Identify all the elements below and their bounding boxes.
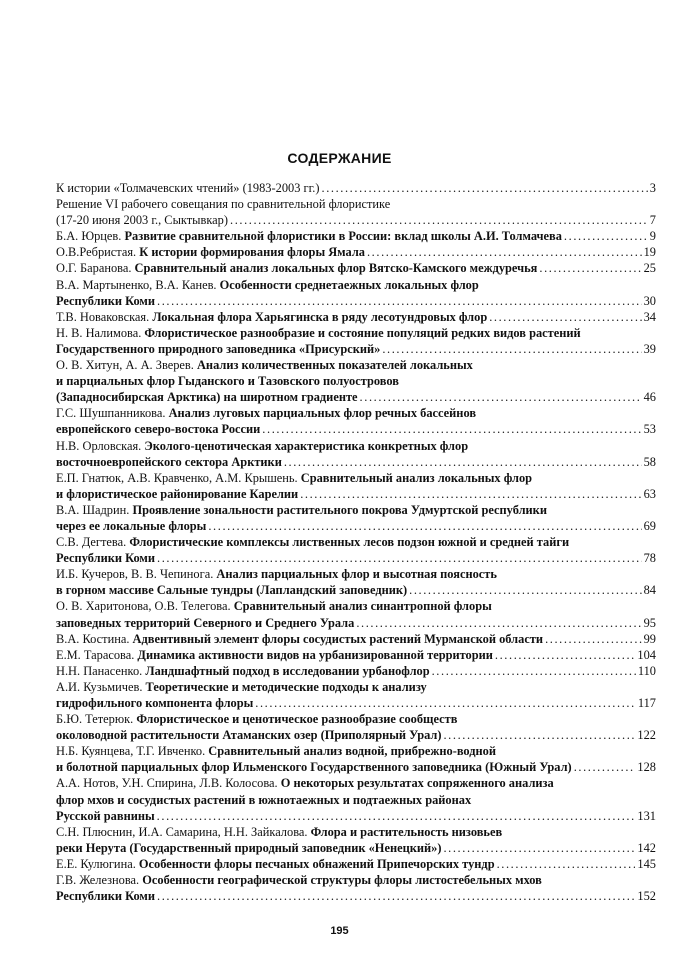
toc-entry-page: 39 xyxy=(643,341,656,356)
toc-entry-title-line: Сравнительный анализ синантропной флоры xyxy=(233,599,492,614)
toc-entry-title-line: Республики Коми xyxy=(56,551,155,566)
toc-entry-title-line: Сравнительный анализ локальных флор xyxy=(300,470,533,485)
toc-entry-title-line: восточноевропейского сектора Арктики xyxy=(56,454,282,469)
toc-entry-title-line: Теоретические и методические подходы к анализу xyxy=(145,679,427,694)
dot-leader xyxy=(356,615,641,631)
toc-entry-title-line: и болотной парциальных флор Ильменского Государственного заповедника (Южный Урал) xyxy=(56,760,572,775)
dot-leader xyxy=(300,486,641,502)
toc-entry xyxy=(56,325,656,357)
dot-leader xyxy=(409,582,641,598)
toc-entry-page: 9 xyxy=(649,229,656,244)
toc-entry-authors: Г.С. Шушпанникова. xyxy=(56,406,166,421)
toc-entry-authors: Т.В. Новаковская. xyxy=(56,309,150,324)
toc-entry-authors: Н.Б. Куянцева, Т.Г. Ивченко. xyxy=(56,744,206,759)
toc-entry xyxy=(56,534,656,566)
toc-entry-title-line: и флористическое районирование Карелии xyxy=(56,486,299,501)
toc-entry xyxy=(56,647,656,663)
toc-entry xyxy=(56,631,656,647)
toc-entry-title-line: Флористическое разнообразие и состояние популяций редких видов растений xyxy=(144,325,581,340)
dot-leader xyxy=(564,228,648,244)
toc-entry xyxy=(56,228,656,244)
toc-entry-title-line: (17-20 июня 2003 г., Сыктывкар) xyxy=(56,213,228,228)
toc-entry xyxy=(56,277,656,309)
toc-entry-title-line: Адвентивный элемент флоры сосудистых растений Мурманской области xyxy=(132,631,544,646)
toc-entry-title-line: Проявление зональности растительного покрова Удмуртской республики xyxy=(132,502,547,517)
toc-entry-page: 30 xyxy=(643,293,656,308)
table-of-contents xyxy=(56,180,656,904)
toc-entry xyxy=(56,743,656,775)
toc-entry xyxy=(56,824,656,856)
toc-entry xyxy=(56,502,656,534)
toc-entry-title-line: заповедных территорий Северного и Среднего Урала xyxy=(56,615,355,630)
toc-entry-title-line: Развитие сравнительной флористики в России: вклад школы А.И. Толмачева xyxy=(124,229,562,244)
toc-entry-title-line: Решение VI рабочего совещания по сравнительной флористике xyxy=(56,197,391,212)
contents-heading: СОДЕРЖАНИЕ xyxy=(287,150,392,166)
toc-entry-page: 110 xyxy=(637,663,656,678)
toc-entry-authors: О.В.Ребристая. xyxy=(56,245,137,260)
toc-entry-page: 131 xyxy=(637,808,656,823)
toc-entry-title-line: О некоторых результатах сопряженного анализа xyxy=(280,776,554,791)
toc-entry-authors: Н. В. Налимова. xyxy=(56,325,142,340)
dot-leader xyxy=(367,244,642,260)
toc-entry-authors: Г.В. Железнова. xyxy=(56,873,140,888)
toc-entry-page: 145 xyxy=(637,856,656,871)
dot-leader xyxy=(382,341,641,357)
dot-leader xyxy=(262,421,641,437)
toc-entry-title-line: Динамика активности видов на урбанизированной территории xyxy=(137,647,493,662)
toc-entry-title-line: реки Нерута (Государственный природный заповедник «Ненецкий») xyxy=(56,840,442,855)
toc-entry-authors: Н.Н. Панасенко. xyxy=(56,663,143,678)
toc-entry-title-line: Эколого-ценотическая характеристика конкретных флор xyxy=(144,438,469,453)
dot-leader xyxy=(322,180,648,196)
dot-leader xyxy=(545,631,642,647)
toc-entry-authors: В.А. Костина. xyxy=(56,631,130,646)
dot-leader xyxy=(443,840,635,856)
toc-entry-page: 34 xyxy=(643,309,656,324)
toc-entry-authors: В.А. Шадрин. xyxy=(56,502,130,517)
toc-entry-title-line: Республики Коми xyxy=(56,293,155,308)
toc-entry-page: 69 xyxy=(643,518,656,533)
toc-entry-authors: Б.А. Юрцев. xyxy=(56,229,122,244)
toc-entry-authors: С.Н. Плюснин, И.А. Самарина, Н.Н. Зайкалова. xyxy=(56,824,308,839)
toc-entry-title-line: Анализ количественных показателей локальных xyxy=(196,358,473,373)
toc-entry-authors: Е.М. Тарасова. xyxy=(56,647,135,662)
toc-entry-title-line: Локальная флора Харьягинска в ряду лесотундровых флор xyxy=(152,309,488,324)
toc-entry-title-line: Сравнительный анализ локальных флор Вятско-Камского междуречья xyxy=(134,261,538,276)
toc-entry-title-line: Анализ луговых парциальных флор речных бассейнов xyxy=(168,406,477,421)
toc-entry-title-line: гидрофильного компонента флоры xyxy=(56,696,254,710)
toc-entry xyxy=(56,357,656,405)
dot-leader xyxy=(157,888,635,904)
toc-entry-page: 104 xyxy=(637,647,656,662)
toc-entry-page: 46 xyxy=(643,390,656,405)
toc-entry-page: 53 xyxy=(643,422,656,437)
toc-entry-title-line: и парциальных флор Гыданского и Тазовского полуостровов xyxy=(56,374,399,389)
toc-entry-title-line: Флора и растительность низовьев xyxy=(310,824,503,839)
toc-entry-authors: О. В. Харитонова, О.В. Телегова. xyxy=(56,599,231,614)
toc-entry-title-line: Русской равнины xyxy=(56,808,155,823)
toc-entry-authors: Б.Ю. Тетерюк. xyxy=(56,712,134,727)
toc-entry-page: 58 xyxy=(643,454,656,469)
toc-entry-page: 78 xyxy=(643,551,656,566)
toc-entry-page: 25 xyxy=(643,261,656,276)
dot-leader xyxy=(208,518,641,534)
toc-entry-title-line: Ландшафтный подход в исследовании урбанофлор xyxy=(145,663,430,678)
dot-leader xyxy=(489,309,641,325)
toc-entry-authors: Е.П. Гнатюк, А.В. Кравченко, А.М. Крышень. xyxy=(56,470,298,485)
toc-entry-page: 142 xyxy=(637,840,656,855)
toc-entry-authors: И.Б. Кучеров, В. В. Чепинога. xyxy=(56,567,214,582)
dot-leader xyxy=(574,759,636,775)
toc-entry-title-line: К истории формирования флоры Ямала xyxy=(139,245,365,260)
dot-leader xyxy=(495,647,636,663)
toc-entry-authors: Н.В. Орловская. xyxy=(56,438,142,453)
toc-entry xyxy=(56,405,656,437)
toc-entry-page: 84 xyxy=(643,583,656,598)
toc-entry xyxy=(56,679,656,711)
toc-entry xyxy=(56,244,656,260)
dot-leader xyxy=(539,260,641,276)
toc-entry-page: 63 xyxy=(643,486,656,501)
toc-entry-authors: С.В. Дегтева. xyxy=(56,535,127,550)
dot-leader xyxy=(497,856,636,872)
toc-entry-page: 95 xyxy=(643,615,656,630)
toc-entry-title-line: Анализ парциальных флор и высотная поясность xyxy=(216,567,497,582)
dot-leader xyxy=(255,695,636,711)
toc-entry xyxy=(56,309,656,325)
toc-entry-authors: Е.Е. Кулюгина. xyxy=(56,856,136,871)
dot-leader xyxy=(360,389,642,405)
toc-entry-page: 122 xyxy=(637,728,656,743)
toc-entry-title-line: Особенности географической структуры флоры листостебельных мхов xyxy=(142,873,542,888)
toc-entry xyxy=(56,438,656,470)
toc-entry-page: 99 xyxy=(643,631,656,646)
toc-entry-authors: О.Г. Баранова. xyxy=(56,261,132,276)
dot-leader xyxy=(284,454,642,470)
toc-entry xyxy=(56,856,656,872)
toc-entry xyxy=(56,260,656,276)
toc-entry-title-line: Флористическое и ценотическое разнообразие сообществ xyxy=(136,712,458,727)
toc-entry-page: 128 xyxy=(637,760,656,775)
dot-leader xyxy=(157,808,636,824)
toc-entry xyxy=(56,775,656,823)
toc-entry-page: 3 xyxy=(649,181,656,195)
toc-entry-authors: А.И. Кузьмичев. xyxy=(56,679,143,694)
toc-entry-title-line: Особенности флоры песчаных обнажений Припечорских тундр xyxy=(138,856,495,871)
toc-entry-title-line: Республики Коми xyxy=(56,889,155,904)
dot-leader xyxy=(230,212,648,228)
toc-entry xyxy=(56,663,656,679)
toc-entry-title-line: (Западносибирская Арктика) на широтном градиенте xyxy=(56,390,358,405)
toc-entry-title-line: в горном массиве Сальные тундры (Лапландский заповедник) xyxy=(56,583,408,598)
toc-entry-authors: А.А. Нотов, У.Н. Спирина, Л.В. Колосова. xyxy=(56,776,278,791)
toc-entry xyxy=(56,470,656,502)
toc-entry-title-line: флор мхов и сосудистых растений в южнотаежных и подтаежных районах xyxy=(56,792,472,807)
toc-entry-title-line: околоводной растительности Атаманских озер (Приполярный Урал) xyxy=(56,728,442,743)
toc-entry xyxy=(56,180,656,196)
toc-entry-page: 19 xyxy=(643,245,656,260)
toc-entry-title-line: Особенности среднетаежных локальных флор xyxy=(219,277,479,292)
toc-entry xyxy=(56,711,656,743)
toc-entry-page: 7 xyxy=(649,213,656,228)
dot-leader xyxy=(432,663,636,679)
dot-leader xyxy=(157,293,642,309)
toc-entry-title-line: Государственного природного заповедника «Присурский» xyxy=(56,341,381,356)
toc-entry-title-line: европейского северо-востока России xyxy=(56,422,261,437)
toc-entry xyxy=(56,872,656,904)
toc-entry xyxy=(56,598,656,630)
dot-leader xyxy=(157,550,642,566)
toc-entry-page: 117 xyxy=(637,696,656,710)
dot-leader xyxy=(443,727,635,743)
toc-entry-title-line: через ее локальные флоры xyxy=(56,518,207,533)
toc-entry-title-line: Сравнительный анализ водной, прибрежно-водной xyxy=(208,744,497,759)
page-number: 195 xyxy=(330,925,349,937)
toc-entry xyxy=(56,566,656,598)
toc-entry xyxy=(56,196,656,228)
toc-entry-page: 152 xyxy=(637,889,656,904)
toc-entry-authors: В.А. Мартыненко, В.А. Канев. xyxy=(56,277,217,292)
toc-entry-title-line: Флористические комплексы лиственных лесов подзон южной и средней тайги xyxy=(129,535,570,550)
toc-entry-title-line: К истории «Толмачевских чтений» (1983-2003 гг.) xyxy=(56,181,320,195)
toc-entry-authors: О. В. Хитун, А. А. Зверев. xyxy=(56,358,194,373)
